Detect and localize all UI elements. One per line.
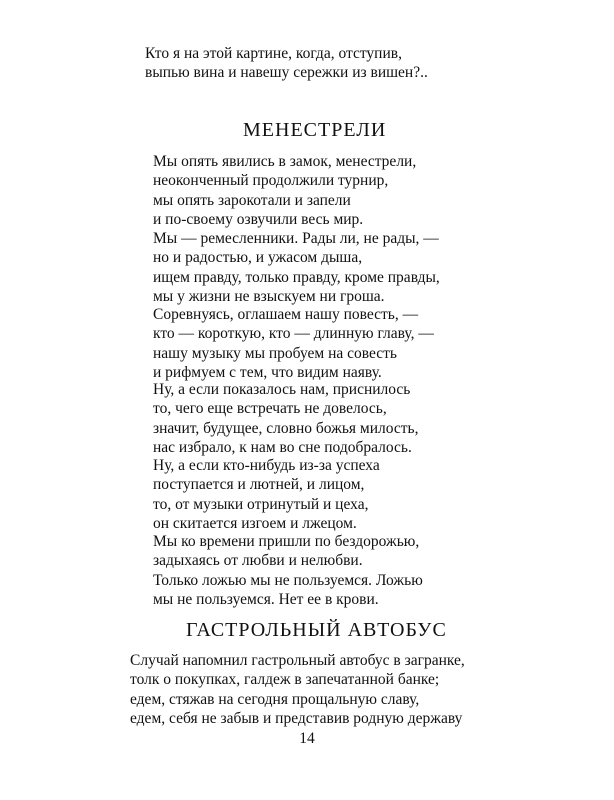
poem-line: и рифмуем с тем, что видим наяву.	[153, 363, 382, 381]
poem-line: мы у жизни не взыскуем ни гроша.	[153, 287, 385, 305]
poem-line: и по-своему озвучили весь мир.	[153, 210, 364, 228]
poem-title-menestreli: МЕНЕСТРЕЛИ	[243, 119, 387, 141]
poem-stanza	[153, 305, 434, 382]
poem-line: Мы ко времени пришли по бездорожью,	[153, 533, 420, 550]
poem-line: Случай напомнил гастрольный автобус в загранке,	[130, 652, 465, 669]
poem-line: едем, стяжав на сегодня прощальную славу,	[130, 690, 420, 708]
poem-line: то, чего еще встречать не довелось,	[153, 400, 387, 418]
poem-stanza	[153, 532, 423, 609]
poem-stanza	[153, 152, 416, 229]
poem-line: неоконченный продолжили турнир,	[153, 172, 389, 190]
intro-stanza	[145, 44, 428, 83]
page-number: 14	[299, 730, 315, 747]
poem-line: задыхаясь от любви и нелюбви.	[153, 552, 363, 570]
poem-line: Ну, а если кто-нибудь из-за успеха	[153, 457, 380, 474]
poem-line: Мы опять явились в замок, менестрели,	[153, 153, 417, 170]
poem-line: нас избрало, к нам во сне подобралось.	[153, 438, 412, 456]
poem-line: нашу музыку мы пробуем на совесть	[153, 344, 397, 362]
poem-line: Только ложью мы не пользуемся. Ложью	[153, 571, 423, 589]
poem-line: Мы — ремесленники. Рады ли, не рады, —	[153, 230, 439, 247]
poem-stanza	[153, 229, 440, 306]
poem-stanza	[153, 456, 380, 533]
poem-line: кто — короткую, кто — длинную главу, —	[153, 325, 434, 343]
poem-line: то, от музыки отринутый и цеха,	[153, 495, 369, 513]
poem-stanza	[153, 380, 418, 457]
poem-line: Кто я на этой картине, когда, отступив,	[145, 45, 402, 62]
poem-line: выпью вина и навешу сережки из вишен?..	[145, 64, 428, 82]
poem-line: значит, будущее, словно божья милость,	[153, 419, 419, 437]
poem-title-gastrolny-avtobus: ГАСТРОЛЬНЫЙ АВТОБУС	[186, 619, 447, 641]
poem-line: толк о покупках, галдеж в запечатанной банке;	[130, 671, 440, 689]
poem-line: он скитается изгоем и лжецом.	[153, 514, 357, 532]
poem-line: мы не пользуемся. Нет ее в крови.	[153, 590, 379, 608]
poem-line: Соревнуясь, оглашаем нашу повесть, —	[153, 306, 419, 323]
poem-line: ищем правду, только правду, кроме правды,	[153, 268, 440, 286]
poem-line: мы опять зарокотали и запели	[153, 191, 351, 209]
poem-stanza	[130, 651, 465, 728]
poem-line: едем, себя не забыв и представив родную державу	[130, 709, 463, 727]
poem-line: но и радостью, и ужасом дыша,	[153, 249, 363, 267]
poem-line: Ну, а если показалось нам, приснилось	[153, 381, 411, 398]
poem-line: поступается и лютней, и лицом,	[153, 476, 365, 494]
